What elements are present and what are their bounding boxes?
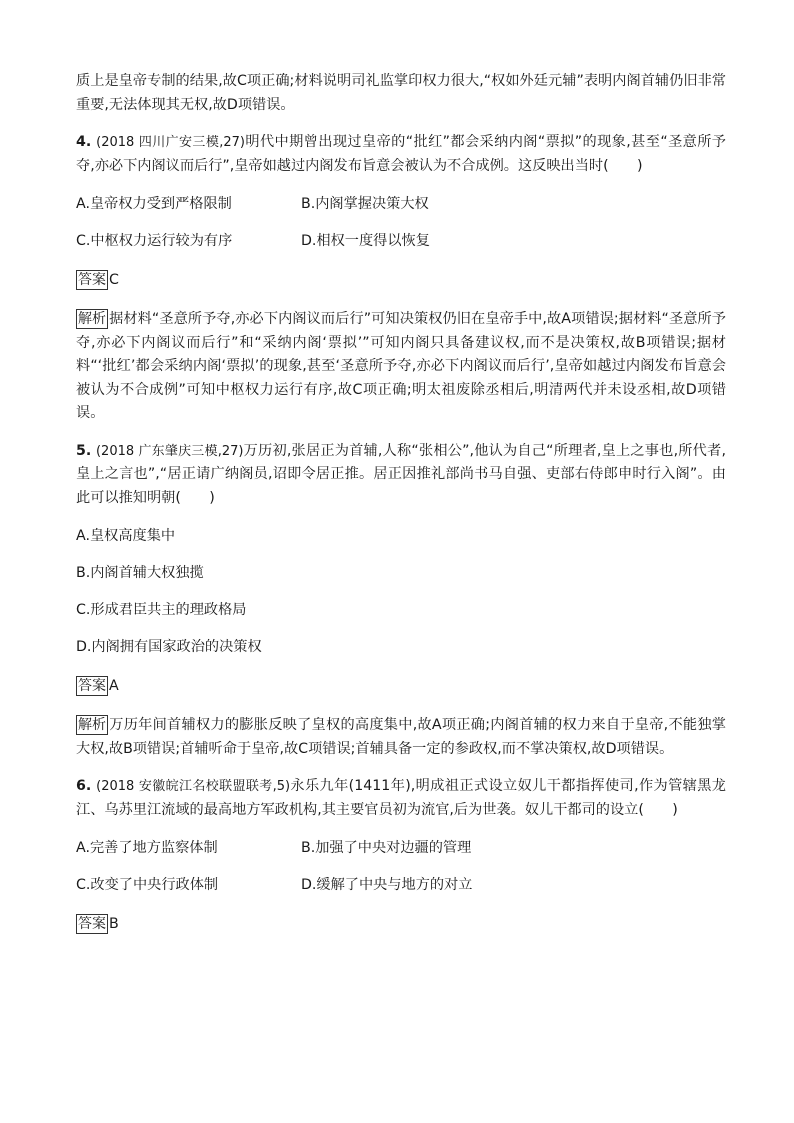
question-number: 6. [76,778,92,794]
question-source: (2018 四川广安三模,27) [96,135,245,150]
analysis-label: 解析 [78,311,106,327]
answer-value: C [109,272,119,288]
answer-value: A [109,678,119,694]
question-6-options-row-2 [76,874,726,896]
option-a: A.皇权高度集中 [76,528,176,544]
option-d: D.缓解了中央与地方的对立 [301,877,473,893]
option-c: C.中枢权力运行较为有序 [76,233,233,249]
question-5-answer [76,675,726,697]
option-d: D.内阁拥有国家政治的决策权 [76,639,262,655]
option-c: C.形成君臣共主的理政格局 [76,602,247,618]
question-5-stem [76,440,726,511]
option-b: B.内阁掌握决策大权 [301,196,429,212]
analysis-text: 据材料“圣意所予夺,亦必下内阁议而后行”可知决策权仍旧在皇帝手中,故A项错误;据材料“圣意所予夺,亦必下内阁议而后行”和“采纳内阁‘票拟’”可知内阁只具备建议权,而不是决策权,故B项错误;据材料“‘批红’都会采纳内阁‘票拟’的现象,甚至‘圣意所予夺,亦必下内阁议而后行’,皇帝如越过内阁发布旨意会被认为不合成例”可知中枢权力运行有序,故C项正确;明太祖废除丞相后,明清两代并未设丞相,故D项错误。 [76,311,726,421]
question-4-options-row-2 [76,230,726,252]
question-4-options-row-1 [76,193,726,215]
option-b: B.内阁首辅大权独揽 [76,565,204,581]
question-source: (2018 广东肇庆三模,27) [95,443,244,459]
question-6-answer [76,913,726,935]
document-page [76,70,726,935]
question-number: 5. [76,442,92,459]
answer-label: 答案 [78,272,106,288]
question-6-stem [76,775,726,822]
question-text: 万历初,张居正为首辅,人称“张相公”,他认为自己“所理者,皇上之事也,所代者,皇上之言也”,“居正请广纳阁员,诏即令居正推。居正因推礼部尚书马自强、吏部右侍郎申时行入阁”。由此可以推知明朝( ) [76,442,726,506]
answer-label: 答案 [78,678,106,694]
analysis-label: 解析 [78,717,106,733]
analysis-text: 万历年间首辅权力的膨胀反映了皇权的高度集中,故A项正确;内阁首辅的权力来自于皇帝,不能独掌大权,故B项错误;首辅听命于皇帝,故C项错误;首辅具备一定的参政权,而不掌决策权,故D项错误。 [76,717,726,757]
question-4-analysis [76,308,726,426]
intro-paragraph: 质上是皇帝专制的结果,故C项正确;材料说明司礼监掌印权力很大,“权如外廷元辅”表明内阁首辅仍旧非常重要,无法体现其无权,故D项错误。 [76,73,726,113]
question-5-analysis [76,714,726,761]
question-text: 明代中期曾出现过皇帝的“批红”都会采纳内阁“票拟”的现象,甚至“圣意所予夺,亦必下内阁议而后行”,皇帝如越过内阁发布旨意会被认为不合成例。这反映出当时( ) [76,134,726,174]
question-source: (2018 安徽皖江名校联盟联考,5) [96,779,291,794]
option-b: B.加强了中央对边疆的管理 [301,840,472,856]
question-6-options-row-1 [76,837,726,859]
option-c: C.改变了中央行政体制 [76,877,219,893]
question-4-answer [76,269,726,291]
question-4-stem [76,131,726,178]
question-text: 永乐九年(1411年),明成祖正式设立奴儿干都指挥使司,作为管辖黑龙江、乌苏里江流域的最高地方军政机构,其主要官员初为流官,后为世袭。奴儿干都司的设立( ) [76,778,726,818]
option-a: A.皇帝权力受到严格限制 [76,196,232,212]
option-d: D.相权一度得以恢复 [301,233,430,249]
question-number: 4. [76,134,92,150]
option-a: A.完善了地方监察体制 [76,840,218,856]
answer-value: B [109,916,119,932]
answer-label: 答案 [78,916,106,932]
